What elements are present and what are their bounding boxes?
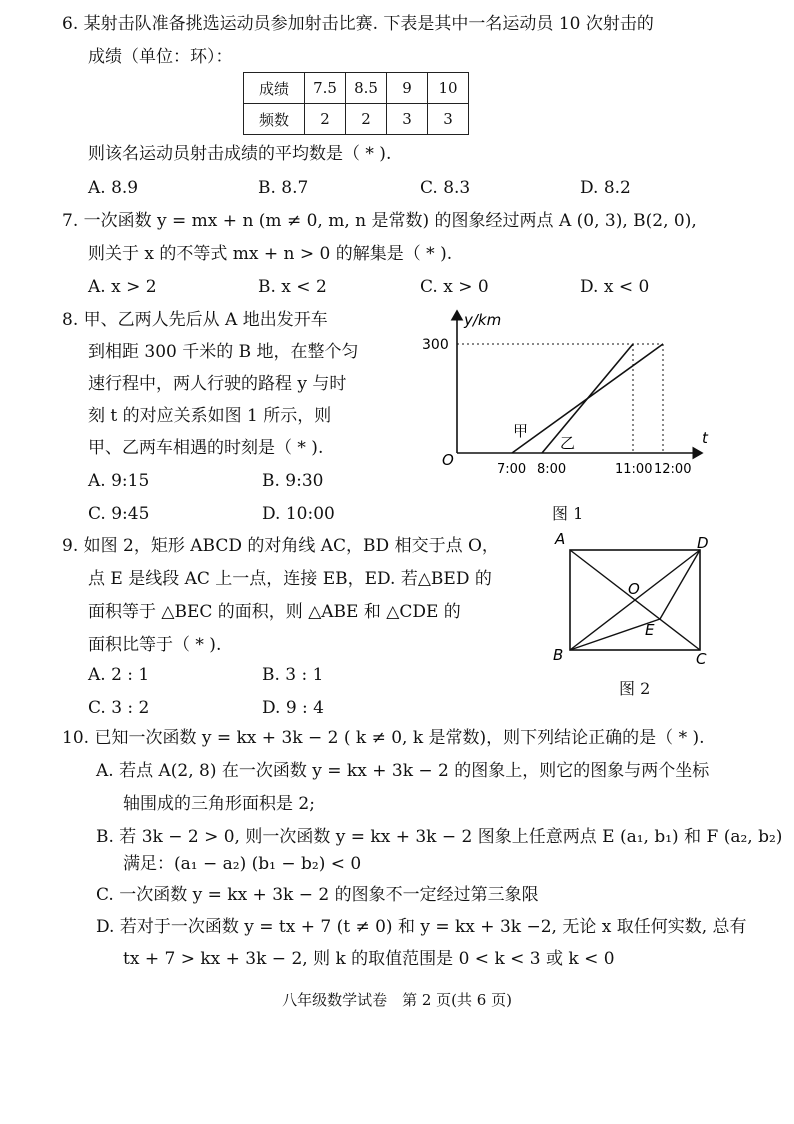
q6-option-d: D. 8.2	[580, 178, 631, 198]
y-axis-label: y/km	[464, 311, 502, 329]
x-axis-label: t	[702, 429, 708, 447]
q10-option-d-line2: tx + 7 > kx + 3k − 2, 则 k 的取值范围是 0 < k < 3 或 k < 0	[123, 949, 615, 969]
q6-score-table	[243, 72, 469, 135]
q9-option-c: C. 3 : 2	[88, 698, 150, 718]
vertex-b-label: B	[553, 646, 564, 664]
q6-option-a: A. 8.9	[88, 178, 139, 198]
vertex-d-label: D	[697, 534, 709, 552]
q9-option-d: D. 9 : 4	[262, 698, 324, 718]
q10-option-b-line2: 满足：(a₁ − a₂) (b₁ − b₂) < 0	[123, 854, 362, 874]
q7-option-a: A. x > 2	[88, 277, 157, 297]
x-tick-label: 7:00	[497, 462, 527, 477]
q7-option-c: C. x > 0	[420, 277, 489, 297]
q7-stem-line2: 则关于 x 的不等式 mx + n > 0 的解集是（ * ).	[88, 244, 453, 264]
q9-line-3: 面积等于 △BEC 的面积，则 △ABE 和 △CDE 的	[88, 602, 461, 622]
q10-option-d-line1: D. 若对于一次函数 y = tx + 7 (t ≠ 0) 和 y = kx + 3k −2, 无论 x 取任何实数, 总有	[96, 917, 747, 937]
page-footer: 八年级数学试卷 第 2 页(共 6 页)	[282, 991, 512, 1009]
q7-option-d: D. x < 0	[580, 277, 650, 297]
origin-label: O	[442, 451, 454, 469]
table-cell: 成绩	[244, 73, 305, 104]
table-cell: 2	[346, 104, 387, 135]
vertex-c-label: C	[696, 650, 707, 668]
q8-line-3: 速行程中，两人行驶的路程 y 与时	[88, 374, 347, 394]
point-o-label: O	[628, 580, 640, 598]
table-cell: 2	[305, 104, 346, 135]
table-cell: 3	[428, 104, 469, 135]
segment-ed	[660, 550, 700, 619]
table-row	[244, 73, 469, 104]
q8-option-b: B. 9:30	[262, 471, 324, 491]
vertex-a-label: A	[555, 530, 566, 548]
q10-option-a-line2: 轴围成的三角形面积是 2;	[123, 794, 315, 814]
q8-option-a: A. 9:15	[88, 471, 150, 491]
x-tick-label: 12:00	[654, 462, 692, 477]
figure-1-graph	[422, 305, 730, 490]
q8-line-4: 刻 t 的对应关系如图 1 所示，则	[88, 406, 332, 426]
q6-stem-line1: 6. 某射击队准备挑选运动员参加射击比赛. 下表是其中一名运动员 10 次射击的	[62, 14, 654, 34]
figure-2-rectangle	[545, 528, 725, 673]
q9-option-a: A. 2 : 1	[88, 665, 150, 685]
table-cell: 7.5	[305, 73, 346, 104]
table-cell: 3	[387, 104, 428, 135]
line-label-jia: 甲	[513, 422, 529, 440]
q10-stem: 10. 已知一次函数 y = kx + 3k − 2 ( k ≠ 0, k 是常数)，则下列结论正确的是（ * ).	[62, 728, 705, 748]
q10-option-a-line1: A. 若点 A(2, 8) 在一次函数 y = kx + 3k − 2 的图象上，则它的图象与两个坐标	[96, 761, 710, 781]
point-e-label: E	[645, 621, 655, 639]
q8-option-c: C. 9:45	[88, 504, 150, 524]
q8-line-2: 到相距 300 千米的 B 地，在整个匀	[88, 342, 359, 362]
line-yi	[542, 344, 633, 453]
q7-stem-line1: 7. 一次函数 y = mx + n (m ≠ 0, m, n 是常数) 的图象经过两点 A (0, 3), B(2, 0),	[62, 211, 697, 231]
q9-line-2: 点 E 是线段 AC 上一点，连接 EB，ED. 若△BED 的	[88, 569, 492, 589]
figure-1-caption: 图 1	[552, 504, 584, 523]
table-cell: 9	[387, 73, 428, 104]
q7-option-b: B. x < 2	[258, 277, 327, 297]
q10-option-c-line1: C. 一次函数 y = kx + 3k − 2 的图象不一定经过第三象限	[96, 885, 539, 905]
q8-option-d: D. 10:00	[262, 504, 335, 524]
table-row	[244, 104, 469, 135]
q6-question: 则该名运动员射击成绩的平均数是（ * ).	[88, 144, 392, 164]
table-cell: 频数	[244, 104, 305, 135]
q6-option-c: C. 8.3	[420, 178, 471, 198]
q6-option-b: B. 8.7	[258, 178, 309, 198]
q6-stem-line2: 成绩（单位：环）：	[88, 47, 233, 67]
x-tick-label: 8:00	[537, 462, 567, 477]
x-tick-label: 11:00	[615, 462, 653, 477]
q9-line-4: 面积比等于（ * ).	[88, 635, 222, 655]
figure-2-caption: 图 2	[619, 679, 651, 698]
q10-option-b-line1: B. 若 3k − 2 > 0, 则一次函数 y = kx + 3k − 2 图象上任意两点 E (a₁, b₁) 和 F (a₂, b₂)	[96, 827, 783, 847]
table-cell: 8.5	[346, 73, 387, 104]
y-tick-300: 300	[422, 337, 449, 353]
q8-line-1: 8. 甲、乙两人先后从 A 地出发开车	[62, 310, 328, 330]
line-label-yi: 乙	[560, 434, 576, 452]
q9-option-b: B. 3 : 1	[262, 665, 324, 685]
q8-line-5: 甲、乙两车相遇的时刻是（ * ).	[88, 438, 324, 458]
table-cell: 10	[428, 73, 469, 104]
q9-line-1: 9. 如图 2，矩形 ABCD 的对角线 AC，BD 相交于点 O，	[62, 536, 499, 556]
